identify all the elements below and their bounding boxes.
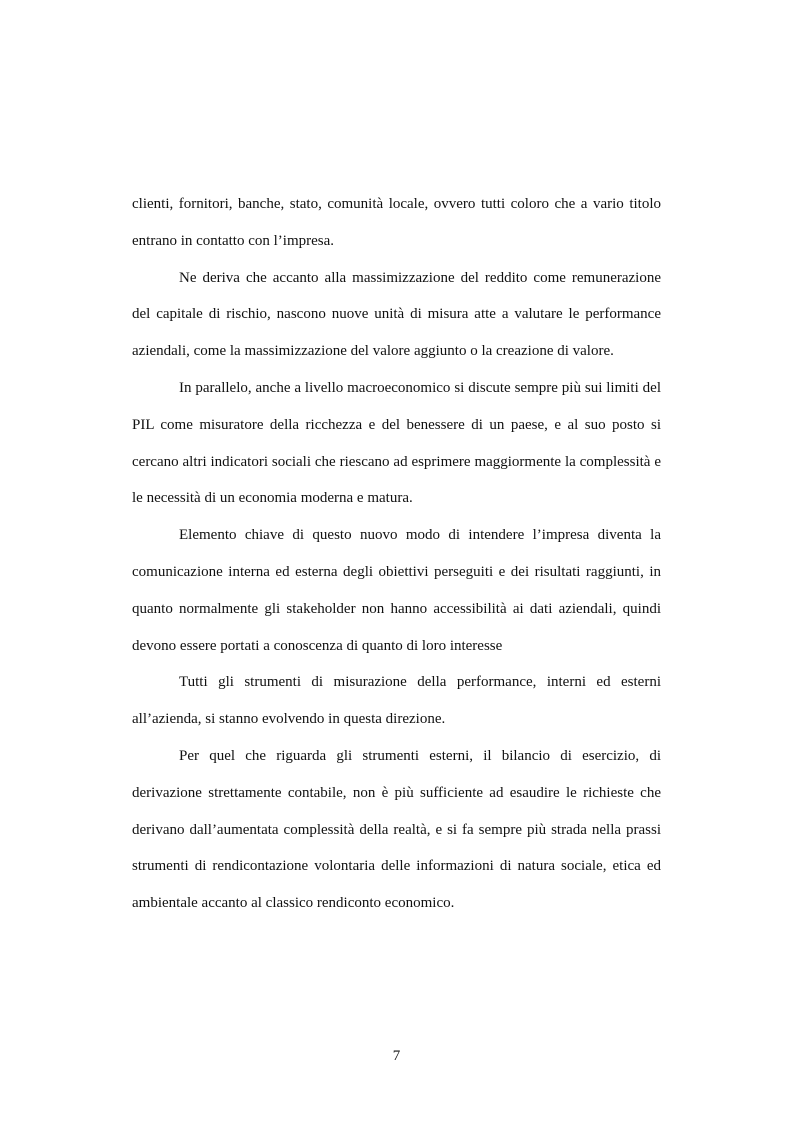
paragraph-3: In parallelo, anche a livello macroeconomico si discute sempre più sui limiti del PIL come misuratore della ricchezza e del benessere di un paese, e al suo posto si cercano altri indicatori sociali che riescano ad esprimere maggiormente la complessità e le necessità di un economia moderna e matura.	[132, 379, 661, 507]
paragraph-1: clienti, fornitori, banche, stato, comunità locale, ovvero tutti coloro che a vario titolo entrano in contatto con l’impresa.	[132, 196, 661, 249]
body-text	[132, 186, 661, 922]
paragraph-4: Elemento chiave di questo nuovo modo di intendere l’impresa diventa la comunicazione interna ed esterna degli obiettivi perseguiti e dei risultati raggiunti, in quanto normalmente gli stakeholder non hanno accessibilità ai dati aziendali, quindi devono essere portati a conoscenza di quanto di loro interesse	[132, 527, 661, 654]
page-number: 7	[392, 1048, 401, 1064]
paragraph-6: Per quel che riguarda gli strumenti esterni, il bilancio di esercizio, di derivazione strettamente contabile, non è più sufficiente ad esaudire le richieste che derivano dall’aumentata complessità della realtà, e si fa sempre più strada nella prassi strumenti di rendicontazione volontaria delle informazioni di natura sociale, etica ed ambientale accanto al classico rendiconto economico.	[132, 747, 661, 912]
paragraph-5: Tutti gli strumenti di misurazione della performance, interni ed esterni all’azienda, si stanno evolvendo in questa direzione.	[132, 674, 661, 728]
paragraph-2: Ne deriva che accanto alla massimizzazione del reddito come remunerazione del capitale di rischio, nascono nuove unità di misura atte a valutare le performance aziendali, come la massimizzazione del valore aggiunto o la creazione di valore.	[132, 269, 661, 360]
